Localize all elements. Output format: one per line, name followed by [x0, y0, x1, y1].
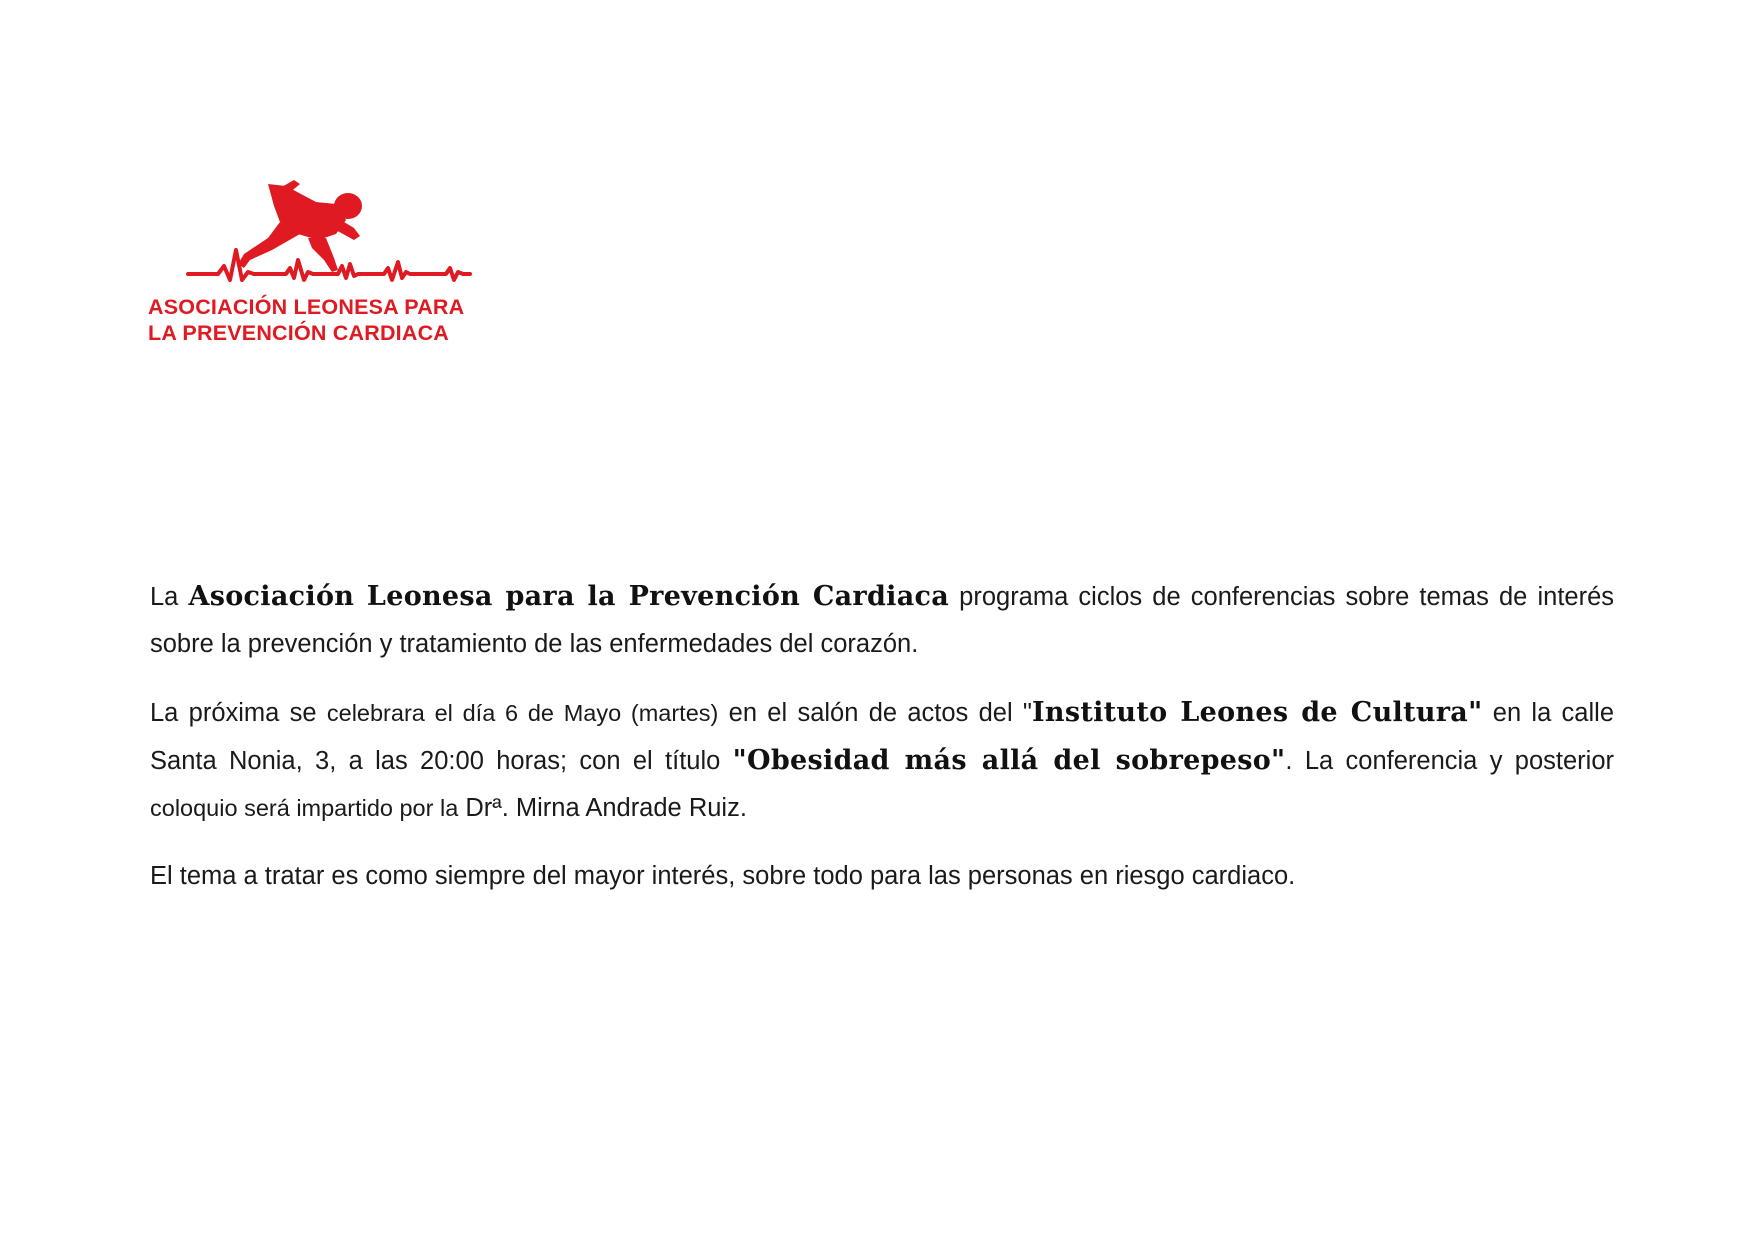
closing-text: El tema a tratar es como siempre del mayor interés, sobre todo para las personas en riesgo cardiaco. [150, 862, 1296, 890]
paragraph-event [150, 689, 1614, 832]
runner-heartbeat-icon [148, 176, 478, 286]
announcement-body [150, 573, 1614, 921]
intro-rest: programa ciclos de conferencias sobre temas de interés sobre la prevención y tratamiento de las enfermedades del corazón. [150, 583, 1615, 658]
event-text-5: . La conferencia y posterior [1285, 747, 1614, 775]
intro-text: La [150, 583, 189, 611]
event-text-3: en el salón de actos del " [718, 699, 1032, 727]
paragraph-closing [150, 853, 1614, 900]
paragraph-intro [150, 573, 1614, 668]
event-text-6: coloquio será impartido por la [150, 795, 459, 821]
event-speaker: Drª. Mirna Andrade Ruiz. [458, 794, 747, 822]
logo-wordmark [148, 294, 518, 346]
event-venue: Instituto Leones de Cultura" [1031, 697, 1483, 728]
logo-line-2: LA PREVENCIÓN CARDIACA [148, 321, 450, 345]
event-text-4: en la calle Santa Nonia, 3, a las 20:00 horas; con el título [150, 699, 1614, 775]
organization-name: Asociación Leonesa para la Prevención Cardiaca [188, 581, 950, 612]
runner-figure [238, 180, 362, 272]
association-logo [148, 176, 518, 356]
conference-title: "Obesidad más allá del sobrepeso" [732, 745, 1286, 776]
event-text-1: La próxima se [150, 699, 327, 727]
event-date: celebrara el día 6 de Mayo (martes) [326, 700, 719, 726]
logo-line-1: ASOCIACIÓN LEONESA PARA [148, 295, 465, 319]
